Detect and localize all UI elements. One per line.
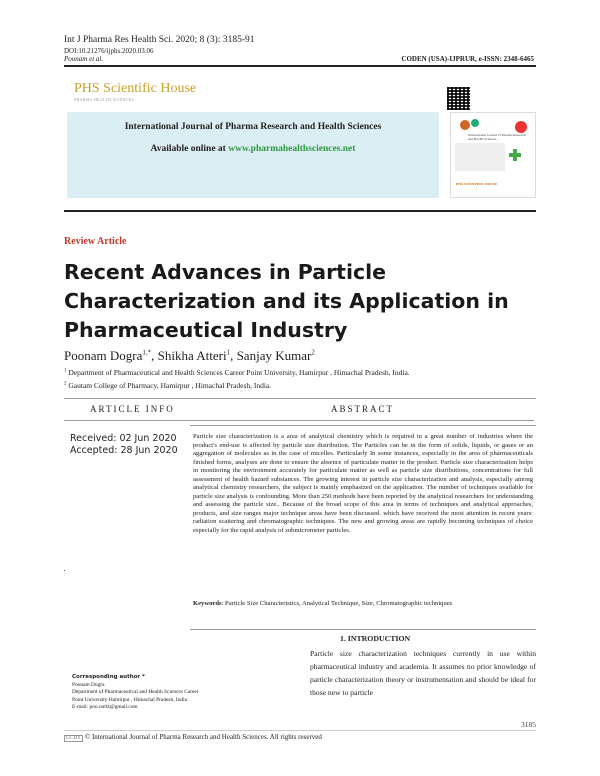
- corresponding-line: Department of Pharmaceutical and Health Sciences Career: [72, 689, 199, 696]
- corresponding-email[interactable]: E-mail: poo.nu04@gmail.com: [72, 703, 138, 710]
- affiliation: [64, 368, 410, 377]
- cover-publisher: PHS SCIENTIFIC HOUSE: [456, 182, 498, 186]
- corresponding-author-details: [72, 682, 262, 711]
- author-sup: 2: [311, 348, 315, 357]
- cover-art: [451, 113, 537, 199]
- cover-title: International Journal of Pharma Research and Health Sciences: [468, 133, 527, 141]
- copyright-footer: [64, 733, 322, 742]
- stray-mark: [64, 570, 65, 571]
- journal-reference: Int J Pharma Res Health Sci. 2020; 8 (3): 3185-91: [64, 35, 255, 45]
- abstract-text: Particle size characterization is a area of analytical chemistry which is required in a great number of industries where the product's end-use is affected by particle size distribution. The Particles can be in the form of solids, liquids, or gases or an aggregation of molecules as in the case of micelles. Particularly In some instances, especially in the area of pharmaceuticals finished forms, analyses are done to ensure the absence of particulate matter in the product. Particle size characterization helps in monitoring the environment accurately for particulate matter as well as particle size distributions, concentrations for full assessment of health hazard substances. The growing interest in particle size characterization and analysis, especially among analytical chemistry researchers, the subject is mainly emphasized on the application. The number of techniques available for particle size analysis is confounding. More than 250 methods have been reported by the analytical researchers for understanding and assessing the particle size.. Because of the broad scope of this area in terms of techniques and analytical approaches, products, and size ranges major technique areas have been discussed. which have received the most attention in recent years: radiation scattering and chromatographic techniques. The new and growing areas are rapidly becoming techniques of choice especially for the rapid analysis of submicrometer particles.: [193, 433, 533, 535]
- article-info-heading: ARTICLE INFO: [90, 404, 175, 414]
- author-list: Poonam Dogra$^{1,*}$, Shikha Atteri$^1$, Sanjay Kumar$^2$: [64, 348, 315, 363]
- affiliation-sup: 1: [64, 368, 67, 374]
- corresponding-line: Poonam Dogra: [72, 682, 105, 688]
- qr-code-icon: [447, 87, 470, 110]
- keywords: [193, 600, 533, 609]
- journal-url[interactable]: www.pharmahealthsciences.net: [228, 144, 356, 154]
- affiliation-text: Department of Pharmaceutical and Health Sciences Career Point University, Hamirpur , Himachal Pradesh, India.: [68, 368, 410, 377]
- keywords-text: : Particle Size Characteristics, Analytical Technique, Size, Chromatographic techniques: [221, 600, 453, 607]
- keywords-label: Keywords: [193, 600, 222, 607]
- received-date: Received: 02 Jun 2020: [70, 433, 177, 444]
- publisher-logo: PHS Scientific House: [74, 81, 197, 96]
- copyright-text: © International Journal of Pharma Research and Health Sciences. All rights reserved: [84, 733, 322, 741]
- author-sup: 1,*: [142, 348, 152, 357]
- cc-license-icon: CC BY: [66, 736, 81, 741]
- abstract-heading: ABSTRACT: [331, 404, 395, 414]
- corresponding-line: Point University Hamirpur , Himachal Pradesh, India: [72, 696, 187, 703]
- running-authors: Poonam et al.: [64, 55, 104, 63]
- journal-name: International Journal of Pharma Research and Health Sciences: [124, 122, 382, 132]
- author-name: Sanjay Kumar: [236, 348, 312, 363]
- article-dates: [70, 433, 178, 457]
- article-type: Review Article: [64, 236, 127, 247]
- affiliation-text: Gautam College of Pharmacy, Hamirpur , Himachal Pradesh, India.: [68, 381, 272, 390]
- info-rule-lower: [64, 420, 534, 421]
- corresponding-author-heading: Corresponding author *: [72, 674, 145, 680]
- author-name: Poonam Dogra: [64, 348, 143, 363]
- affiliation: [64, 381, 271, 390]
- publisher-subtitle: PHARMA HEALTH SCIENCES: [74, 97, 135, 102]
- footer-rule: [64, 730, 536, 731]
- coden-issn: CODEN (USA)-IJPRUR, e-ISSN: 2348-6465: [401, 55, 534, 63]
- accepted-date: Accepted: 28 Jun 2020: [70, 445, 178, 456]
- author-sup: 1: [226, 348, 231, 357]
- author-name: Shikha Atteri: [157, 348, 227, 363]
- page-number: 3185: [521, 720, 536, 729]
- availability-line: [67, 144, 439, 154]
- info-rule: [64, 398, 536, 399]
- doi[interactable]: DOI:10.21276/ijphs.2020.03.06: [64, 47, 154, 55]
- introduction-heading: 1. INTRODUCTION: [340, 634, 411, 643]
- header-rule: [64, 65, 536, 67]
- banner-rule: [64, 210, 536, 212]
- article-title: Recent Advances in Particle Characterization and its Application in Pharmaceutical Industry: [64, 260, 509, 342]
- introduction-text: Particle size characterization techniques currently in use within pharmaceutical industry and academia. It assumes no prior knowledge of particle characterization theory or instrumentation and should be ideal for those new to particle: [310, 649, 536, 697]
- availability-prefix: Available online at: [150, 144, 229, 154]
- affiliation-sup: 2: [64, 381, 67, 387]
